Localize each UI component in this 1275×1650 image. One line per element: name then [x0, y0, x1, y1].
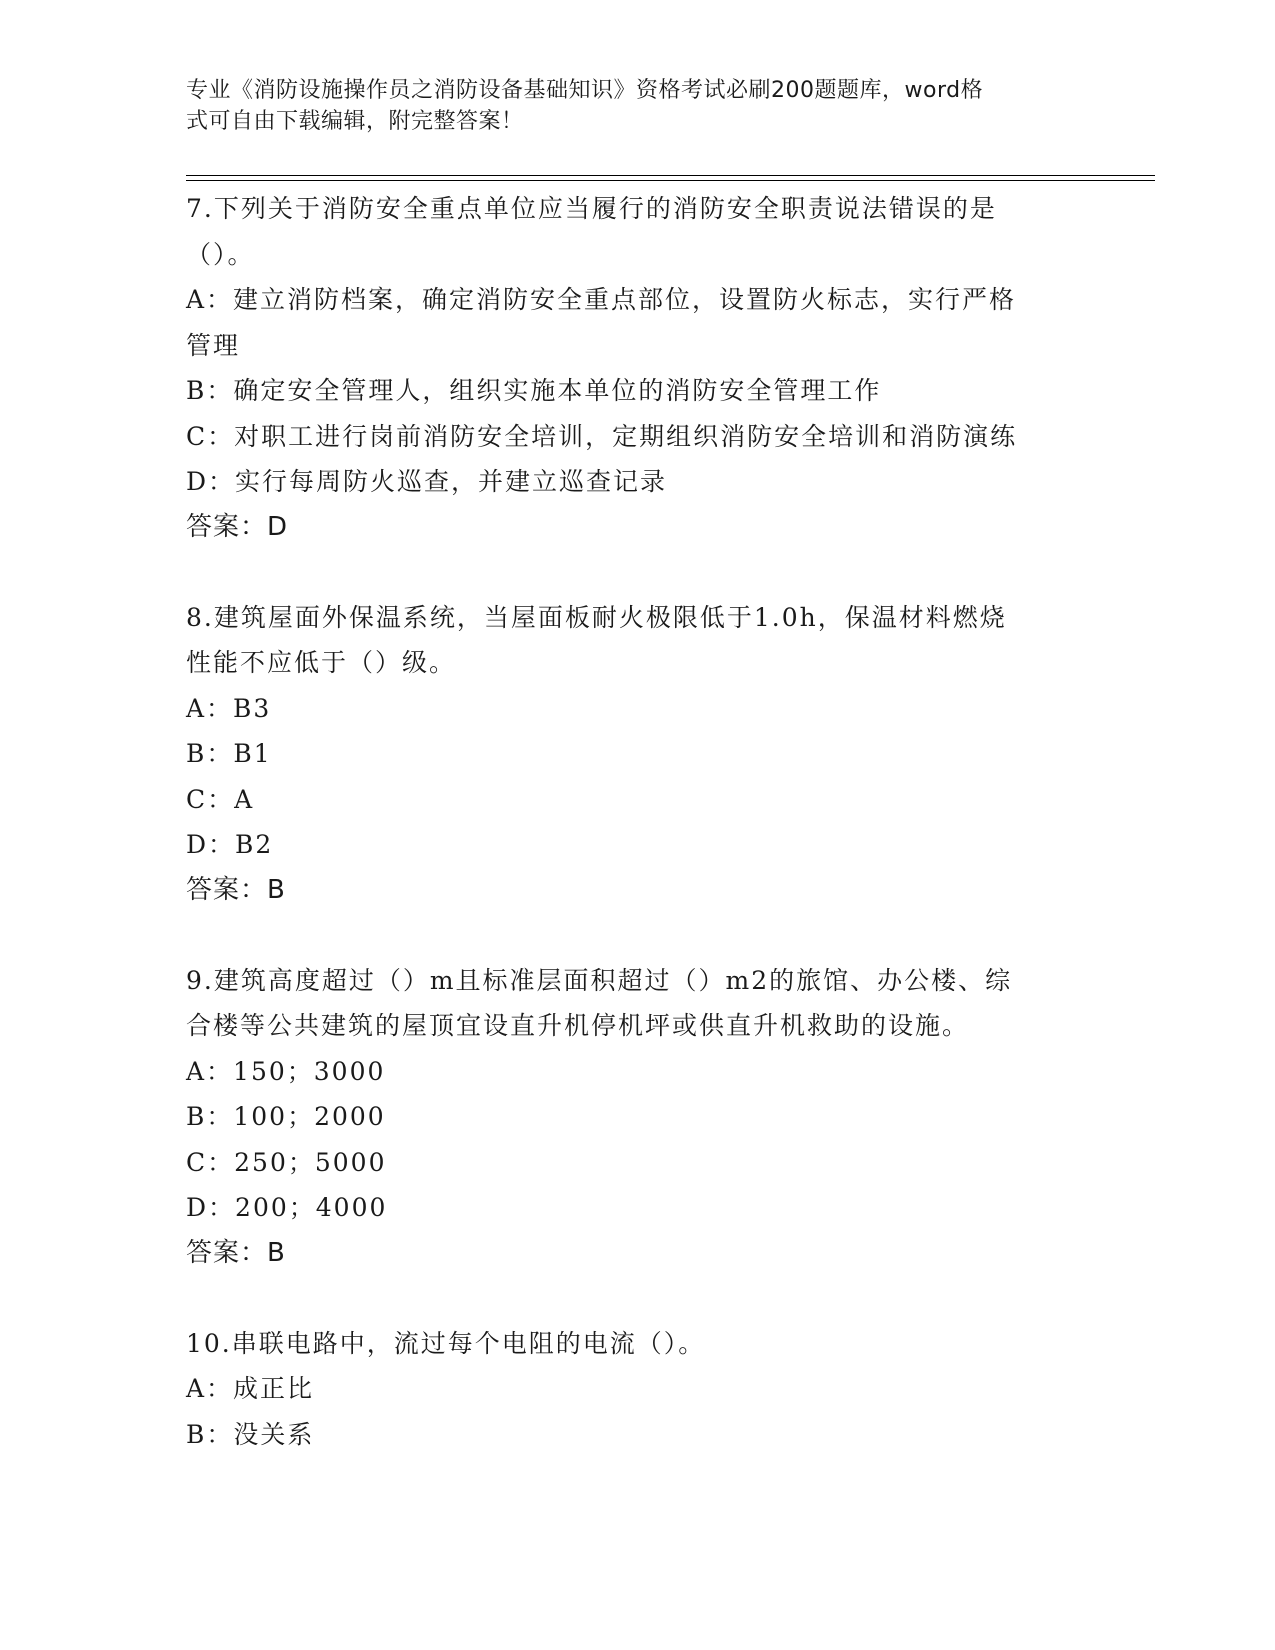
question-stem-line: 9.建筑高度超过（）m且标准层面积超过（）m2的旅馆、办公楼、综 [186, 965, 1013, 995]
question-list [186, 186, 1086, 1457]
answer-line: 答案：B [186, 874, 286, 905]
option-line: A：B3 [186, 693, 272, 723]
header-line-1: 专业《消防设施操作员之消防设备基础知识》资格考试必刷200题题库，word格 [186, 78, 984, 103]
header-line-2: 式可自由下载编辑，附完整答案！ [186, 109, 524, 134]
option-line: A：150；3000 [186, 1056, 386, 1086]
question-block [186, 958, 1086, 1277]
question-stem-line: （）。 [186, 239, 255, 269]
document-header [186, 75, 1066, 137]
option-line: 管理 [186, 330, 241, 360]
question-spacer [186, 550, 1086, 595]
question-block [186, 186, 1086, 550]
answer-line: 答案：D [186, 511, 289, 542]
option-line: D：实行每周防火巡查，并建立巡查记录 [186, 467, 668, 496]
option-line: A：成正比 [186, 1374, 315, 1403]
question-block [186, 595, 1086, 914]
question-spacer [186, 913, 1086, 958]
question-block [186, 1321, 1086, 1458]
header-divider-top [186, 175, 1155, 176]
answer-line: 答案：B [186, 1237, 286, 1268]
question-stem-line: 7.下列关于消防安全重点单位应当履行的消防安全职责说法错误的是 [186, 194, 997, 223]
option-line: D：B2 [186, 830, 274, 859]
question-stem-line: 性能不应低于（）级。 [186, 648, 457, 677]
option-line: C：250；5000 [186, 1147, 387, 1177]
option-line: B：100；2000 [186, 1102, 386, 1131]
question-stem-line: 合楼等公共建筑的屋顶宜设直升机停机坪或供直升机救助的设施。 [186, 1011, 970, 1040]
option-line: C：A [186, 784, 255, 814]
question-spacer [186, 1276, 1086, 1321]
question-stem-line: 8.建筑屋面外保温系统，当屋面板耐火极限低于1.0h，保温材料燃烧 [186, 602, 1007, 632]
option-line: B：B1 [186, 739, 272, 768]
option-line: A：建立消防档案，确定消防安全重点部位，设置防火标志，实行严格 [186, 285, 1017, 314]
question-stem-line: 10.串联电路中，流过每个电阻的电流（）。 [186, 1328, 706, 1358]
option-line: B：没关系 [186, 1419, 315, 1449]
option-line: C：对职工进行岗前消防安全培训，定期组织消防安全培训和消防演练 [186, 421, 1018, 451]
option-line: B：确定安全管理人，组织实施本单位的消防安全管理工作 [186, 376, 882, 405]
option-line: D：200；4000 [186, 1193, 388, 1222]
header-divider-bottom [186, 180, 1155, 181]
